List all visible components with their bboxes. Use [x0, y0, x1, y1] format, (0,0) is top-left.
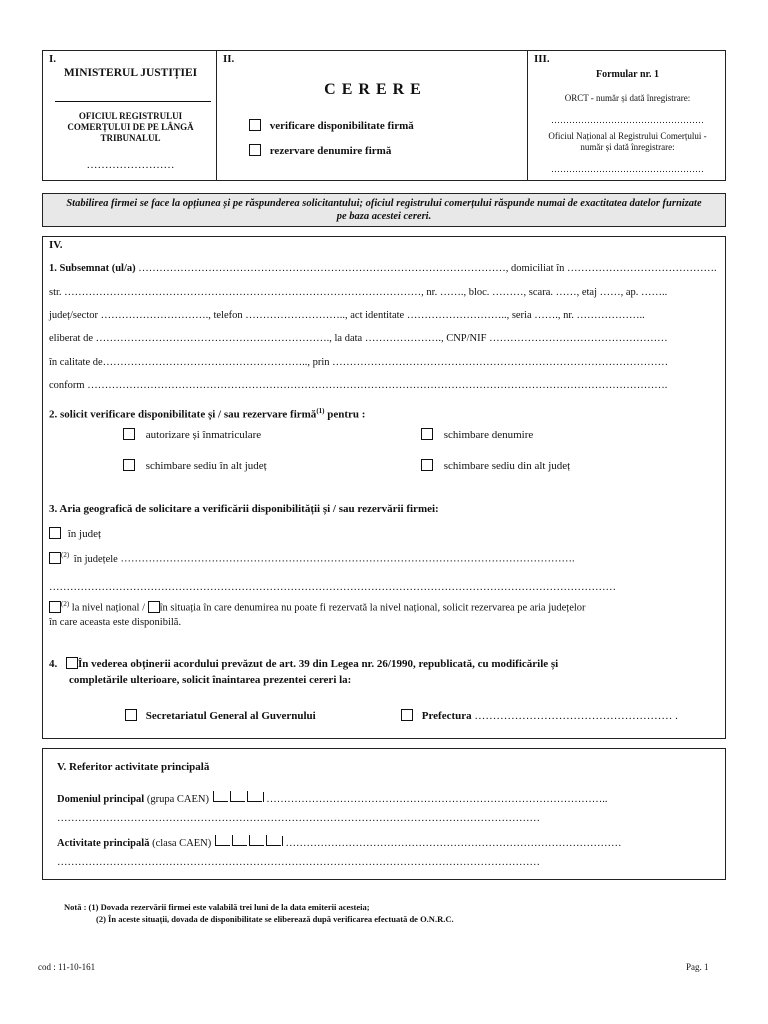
checkbox[interactable] [49, 527, 61, 539]
checkbox[interactable] [123, 459, 135, 471]
option-autorizare [123, 428, 261, 441]
header-section-3 [527, 50, 726, 181]
form-number: Formular nr. 1 [595, 69, 660, 80]
checkbox[interactable] [123, 428, 135, 440]
section-5-title: V. Referitor activitate principală [57, 761, 210, 773]
domain-label: Domeniul principal [57, 794, 145, 805]
question-4-text: În vederea obținerii acordului prevăzut de art. 39 din Legea nr. 26/1990, republicată, cu modificările și [78, 658, 559, 670]
question-4-text-cont: completările ulterioare, solicit înaintarea prezentei cereri la: [69, 674, 352, 686]
activity-dots-line[interactable]: ………………………………………………………………………………………………………………………… [57, 857, 540, 868]
option-verificare [249, 119, 414, 132]
domain-line[interactable] [57, 791, 607, 805]
option-label: schimbare denumire [443, 429, 534, 441]
form-title: C E R E R E [324, 81, 422, 98]
conform-line[interactable]: conform …………………………………………………………………………………………………………………………………………………. [49, 380, 668, 391]
checkbox[interactable] [421, 428, 433, 440]
option-label: verificare disponibilitate firmă [269, 120, 414, 132]
header-section-2 [216, 50, 528, 181]
office-line-3: TRIBUNALUL [100, 133, 161, 143]
option-prefectura [401, 709, 678, 722]
checkbox[interactable] [421, 459, 433, 471]
domain-paren: (grupa CAEN) [144, 794, 209, 805]
checkbox[interactable] [249, 119, 261, 131]
option-sediu-din [421, 459, 570, 472]
notice-text: Stabilirea firmei se face la opțiunea și pe răspunderea solicitantului; oficiul registrului comerțului răspunde numai de exactitatea datelor furnizate pe baza acestei cereri. [66, 198, 702, 222]
section-4 [42, 236, 726, 739]
question-2-tail: pentru : [324, 408, 366, 421]
option-label: în situația în care denumirea nu poate fi rezervată la nivel național, solicit rezervarea pe aria județelor [159, 602, 586, 614]
section-number: III. [534, 53, 550, 65]
onrc-label: Oficiul Național al Registrului Comerțului - număr și dată înregistrare: [548, 131, 707, 152]
option-label: în județ [67, 528, 102, 540]
checkbox[interactable] [249, 144, 261, 156]
option-in-judet [49, 527, 101, 540]
activity-label: Activitate principală [57, 838, 150, 849]
section-5 [42, 748, 726, 880]
domain-dots: …………………………………………………………………………………….. [266, 794, 608, 805]
office-line-1: OFICIUL REGISTRULUI [78, 111, 183, 121]
header-section-1 [42, 50, 217, 181]
onrc-dots[interactable]: …………………………………………… [551, 164, 704, 174]
option-label: în județele [73, 553, 118, 565]
question-3-label: 3. Aria geografică de solicitare a verificării disponibilității și / sau rezervării firmei: [49, 503, 439, 515]
prefectura-dots[interactable]: ……………………………………………… . [474, 710, 678, 722]
option-label: schimbare sediu în alt județ [145, 460, 267, 472]
section-number: I. [49, 53, 57, 65]
orct-label: ORCT - număr și dată înregistrare: [564, 93, 691, 103]
section-number: II. [223, 53, 235, 65]
option-schimbare-denumire [421, 428, 533, 441]
note-1: Notă : (1) Dovada rezervării firmei este valabilă trei luni de la data emiterii acesteia; [64, 902, 370, 912]
checkbox[interactable] [401, 709, 413, 721]
option-label: schimbare sediu din alt județ [443, 460, 571, 472]
option-sgg [125, 709, 316, 722]
ministry-title: MINISTERUL JUSTIȚIEI [63, 67, 198, 79]
orct-dots[interactable]: …………………………………………… [551, 115, 704, 125]
checkbox[interactable] [49, 601, 61, 613]
issued-line[interactable]: eliberat de …………………………………………………………., la data …………………., CNP/NIF …………………………………………… [49, 333, 668, 344]
checkbox[interactable] [148, 601, 160, 613]
activity-line[interactable] [57, 835, 622, 849]
address-line[interactable]: str. …………………………………………………………………………………………, nr. ……., bloc. ………, scara. ……, etaj ……, ap. …….. [49, 287, 668, 298]
option-rezervare [249, 144, 391, 157]
applicant-line[interactable] [49, 263, 717, 274]
caen-boxes[interactable] [212, 794, 264, 805]
checkbox[interactable] [49, 552, 61, 564]
office-line-2: COMERȚULUI DE PE LÂNGĂ [67, 122, 194, 132]
option-label: autorizare și înmatriculare [145, 429, 262, 441]
form-code: cod : 11-10-161 [38, 962, 96, 972]
county-line[interactable]: județ/sector …………………………., telefon ……………………….., act identitate ……………………….., seria ……., nr. ……………….. [49, 310, 645, 321]
question-2-label [49, 407, 365, 421]
activity-paren: (clasa CAEN) [149, 838, 212, 849]
section-number: IV. [49, 239, 63, 251]
page-number: Pag. 1 [686, 962, 709, 972]
option-national [49, 600, 586, 614]
counties-dots-line[interactable]: ……………………………………………………………………………………………………………………………………………… [49, 582, 616, 593]
checkbox[interactable] [66, 657, 78, 669]
option-label: rezervare denumire firmă [269, 145, 392, 157]
checkbox[interactable] [125, 709, 137, 721]
option-in-judetele [49, 551, 575, 565]
applicant-name-dots: …………………………………………………………………………………………… [138, 263, 506, 274]
domicile-label: , domiciliat în [505, 263, 565, 274]
option-sediu-in [123, 459, 267, 472]
option-national-cont: în care aceasta este disponibilă. [49, 617, 182, 628]
note-2: (2) În aceste situații, dovada de disponibilitate se eliberează după verificarea efectuată de O.N.R.C. [96, 914, 454, 924]
divider [55, 101, 211, 102]
counties-dots[interactable]: …………………………………………………………………………………………………………………. [120, 553, 575, 565]
question-2-text: 2. solicit verificare disponibilitate și / sau rezervare firmă [49, 408, 317, 421]
applicant-label: 1. Subsemnat (ul/a) [49, 263, 136, 274]
footnote-ref: (1) [316, 407, 325, 415]
tribunal-dots[interactable]: …………………… [86, 159, 175, 171]
footnote-ref: (2) [61, 551, 70, 559]
notice-banner [42, 193, 726, 227]
domicile-dots: ……………………………………. [567, 263, 717, 274]
capacity-line[interactable]: în calitate de………………………………………………….., prin …………………………………………………………………………………… [49, 357, 669, 368]
option-label: Prefectura [421, 710, 472, 722]
caen-boxes[interactable] [214, 838, 283, 849]
option-label: la nivel național / [71, 602, 145, 614]
question-4 [49, 657, 558, 670]
domain-dots-line[interactable]: ………………………………………………………………………………………………………………………… [57, 813, 540, 824]
option-label: Secretariatul General al Guvernului [145, 710, 316, 722]
question-4-number: 4. [49, 658, 58, 670]
activity-dots: …………………………………………………………………………………… [285, 838, 622, 849]
footnote-ref: (2) [61, 600, 70, 608]
